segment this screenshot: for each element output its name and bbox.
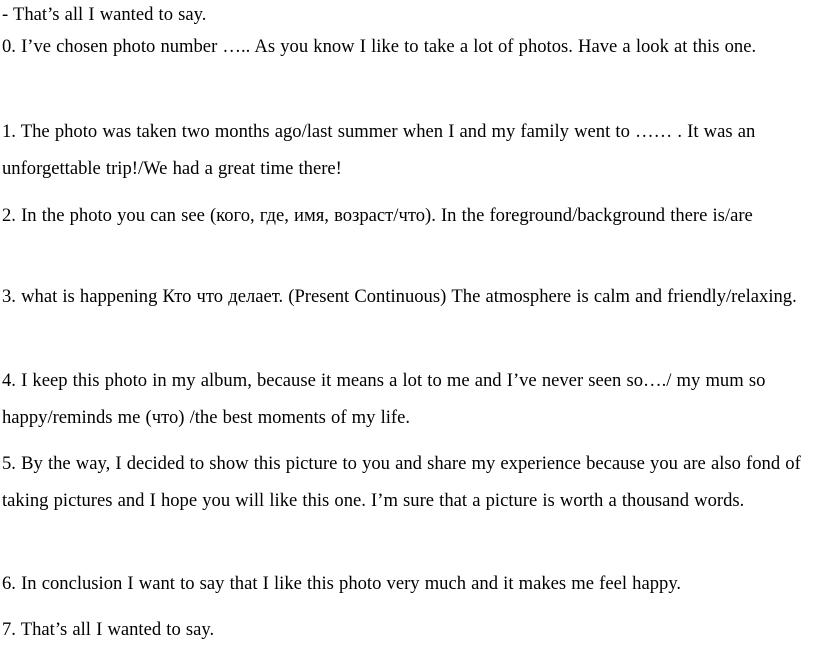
paragraph-2-what-you-see: 2. In the photo you can see (кого, где, имя, возраст/что). In the foreground/background there is/are: [2, 205, 753, 226]
paragraph-3-what-is-happening: 3. what is happening Кто что делает. (Present Continuous) The atmosphere is calm and friendly/relaxing.: [2, 286, 797, 307]
paragraph-4-why-keep: 4. I keep this photo in my album, because it means a lot to me and I’ve never seen so…./ my mum so happy/reminds me (что) /the best moments of my life.: [2, 370, 766, 428]
paragraph-0-intro: 0. I’ve chosen photo number ….. As you know I like to take a lot of photos. Have a look at this one.: [2, 36, 757, 57]
paragraph-6-conclusion: 6. In conclusion I want to say that I like this photo very much and it makes me feel happy.: [2, 573, 682, 594]
paragraph-closing-fragment: - That’s all I wanted to say.: [2, 4, 207, 25]
paragraph-1-when-taken: 1. The photo was taken two months ago/last summer when I and my family went to …… . It was an unforgettable trip!/We had a great time there!: [2, 121, 756, 179]
paragraph-7-ending: 7. That’s all I wanted to say.: [2, 619, 215, 640]
paragraph-5-why-share: 5. By the way, I decided to show this picture to you and share my experience because you are also fond of taking pictures and I hope you will like this one. I’m sure that a picture is worth a thousand words.: [2, 453, 801, 511]
